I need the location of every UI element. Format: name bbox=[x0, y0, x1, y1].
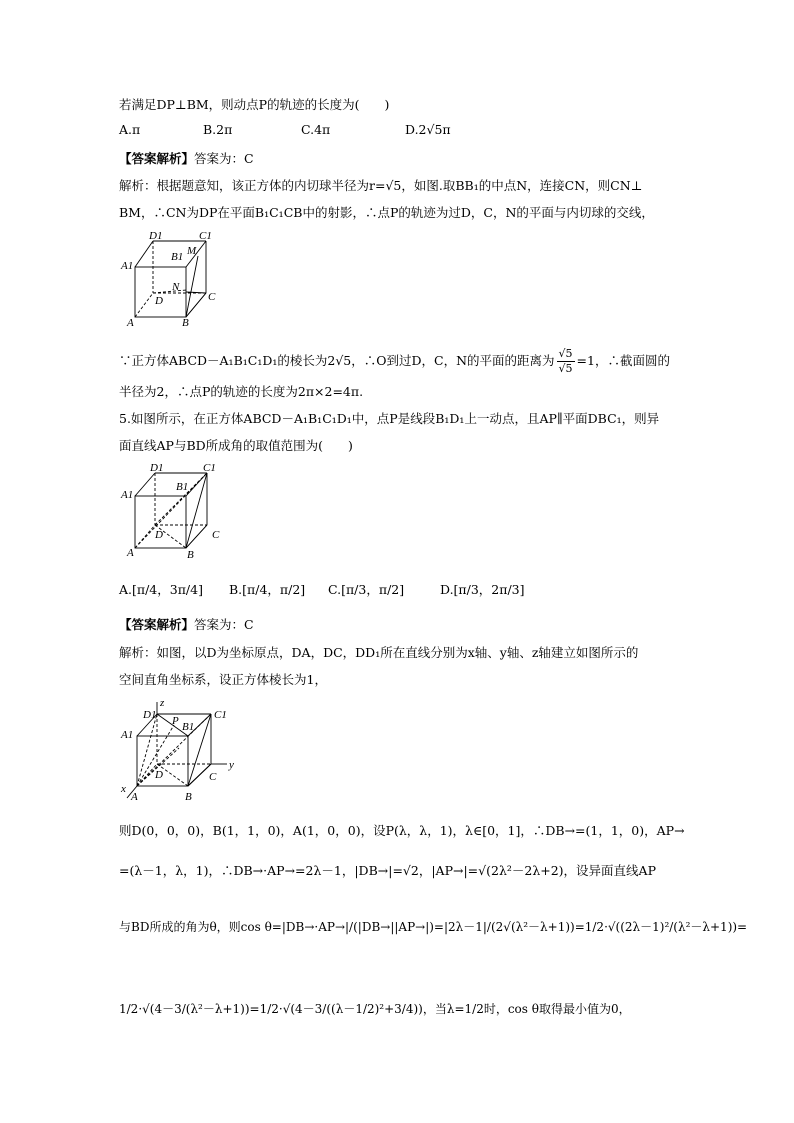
q5-analysis-line6: 1/2·√(4－3/(λ²－λ+1))=1/2·√(4－3/((λ－1/2)²+3/4))，当λ=1/2时，cos θ取得最小值为0， bbox=[119, 1002, 631, 1016]
fig2-label-b1: B1 bbox=[176, 481, 189, 493]
fig1-label-a: A bbox=[127, 317, 134, 329]
q5-analysis-line1: 解析：如图，以D为坐标原点，DA，DC，DD₁所在直线分别为x轴、y轴、z轴建立如图所示的 bbox=[119, 645, 639, 660]
fig3-label-b1: B1 bbox=[182, 721, 195, 733]
q4-option-d: D.2√5π bbox=[405, 122, 451, 137]
cube-figure-1 bbox=[119, 230, 229, 330]
q5-analysis-line4: =(λ－1，λ，1)，∴DB→·AP→=2λ－1，|DB→|=√2，|AP→|=√(2λ²－2λ+2)，设异面直线AP bbox=[119, 863, 656, 878]
fig2-label-c1: C1 bbox=[203, 462, 216, 474]
fig2-label-c: C bbox=[212, 529, 220, 541]
fig1-label-d: D bbox=[155, 295, 163, 307]
q4-analysis-line3: ∵正方体ABCD－A₁B₁C₁D₁的棱长为2√5，∴O到过D，C，N的平面的距离为 $\frac{√5}{√5}$ =1，∴截面圆的 bbox=[119, 347, 670, 375]
q5-stem-line1: 5.如图所示，在正方体ABCD－A₁B₁C₁D₁中，点P是线段B₁D₁上一动点，且AP∥平面DBC₁，则异 bbox=[119, 411, 660, 426]
q5-option-b: B.[π/4，π/2] bbox=[229, 582, 306, 597]
q4-option-b: B.2π bbox=[203, 122, 233, 137]
fig3-label-a1: A1 bbox=[121, 729, 134, 741]
fig3-label-c: C bbox=[209, 771, 217, 783]
answer-tag: 【答案解析】 bbox=[119, 617, 195, 632]
fig1-label-b: B bbox=[182, 317, 189, 329]
q5-analysis-line2: 空间直角坐标系，设正方体棱长为1， bbox=[119, 672, 327, 687]
q5-option-c: C.[π/3，π/2] bbox=[328, 582, 405, 597]
answer-text: 答案为：C bbox=[194, 617, 254, 632]
fig3-label-z: z bbox=[160, 698, 165, 709]
q5-answer bbox=[119, 616, 254, 634]
q4-stem-tail: 若满足DP⊥BM，则动点P的轨迹的长度为( ) bbox=[119, 97, 390, 112]
fig3-label-y: y bbox=[229, 759, 234, 771]
answer-tag: 【答案解析】 bbox=[119, 151, 195, 166]
q4-analysis-line4: 半径为2，∴点P的轨迹的长度为2π×2=4π. bbox=[119, 384, 364, 399]
q4-option-a: A.π bbox=[119, 122, 141, 137]
fig2-label-a: A bbox=[127, 547, 134, 559]
q5-analysis-line5: 与BD所成的角为θ，则cos θ=|DB→·AP→|/(|DB→||AP→|)=|2λ－1|/(2√(λ²－λ+1))=1/2·√((2λ－1)²/(λ²－λ+1))= bbox=[119, 920, 748, 934]
q5-option-a: A.[π/4，3π/4] bbox=[119, 582, 203, 597]
fig3-label-p: P bbox=[172, 715, 179, 727]
fig3-label-d: D bbox=[155, 769, 163, 781]
fig3-label-x: x bbox=[121, 783, 126, 795]
fig2-label-a1: A1 bbox=[121, 489, 134, 501]
fig1-label-c: C bbox=[208, 291, 216, 303]
fig3-label-c1: C1 bbox=[214, 709, 227, 721]
fig1-label-a1: A1 bbox=[121, 260, 134, 272]
fig1-label-n: N bbox=[172, 281, 180, 293]
q4-option-c: C.4π bbox=[301, 122, 331, 137]
fig1-label-m: M bbox=[187, 245, 197, 257]
fig3-label-b: B bbox=[185, 791, 192, 803]
fig1-label-d1: D1 bbox=[149, 230, 163, 242]
fig1-label-b1: B1 bbox=[171, 251, 184, 263]
fig3-label-a: A bbox=[131, 791, 138, 803]
fig1-label-c1: C1 bbox=[199, 230, 212, 242]
cube-figure-3 bbox=[119, 698, 244, 803]
fig2-label-b: B bbox=[187, 549, 194, 561]
answer-text: 答案为：C bbox=[194, 151, 254, 166]
q5-stem-line2: 面直线AP与BD所成角的取值范围为( ) bbox=[119, 438, 353, 453]
fig3-label-d1: D1 bbox=[143, 709, 157, 721]
cube-figure-2 bbox=[119, 462, 229, 562]
q4-analysis-line2: BM，∴CN为DP在平面B₁C₁CB中的射影，∴点P的轨迹为过D，C，N的平面与内切球的交线， bbox=[119, 205, 654, 220]
q4-analysis-line1: 解析：根据题意知，该正方体的内切球半径为r=√5，如图.取BB₁的中点N，连接CN，则CN⊥ bbox=[119, 178, 643, 193]
q5-option-d: D.[π/3，2π/3] bbox=[440, 582, 525, 597]
fig2-label-d: D bbox=[155, 529, 163, 541]
fig2-label-d1: D1 bbox=[150, 462, 164, 474]
q4-answer bbox=[119, 150, 254, 168]
q5-analysis-line3: 则D(0，0，0)，B(1，1，0)，A(1，0，0)，设P(λ，λ，1)，λ∈[0，1]，∴DB→=(1，1，0)，AP→ bbox=[119, 823, 685, 838]
